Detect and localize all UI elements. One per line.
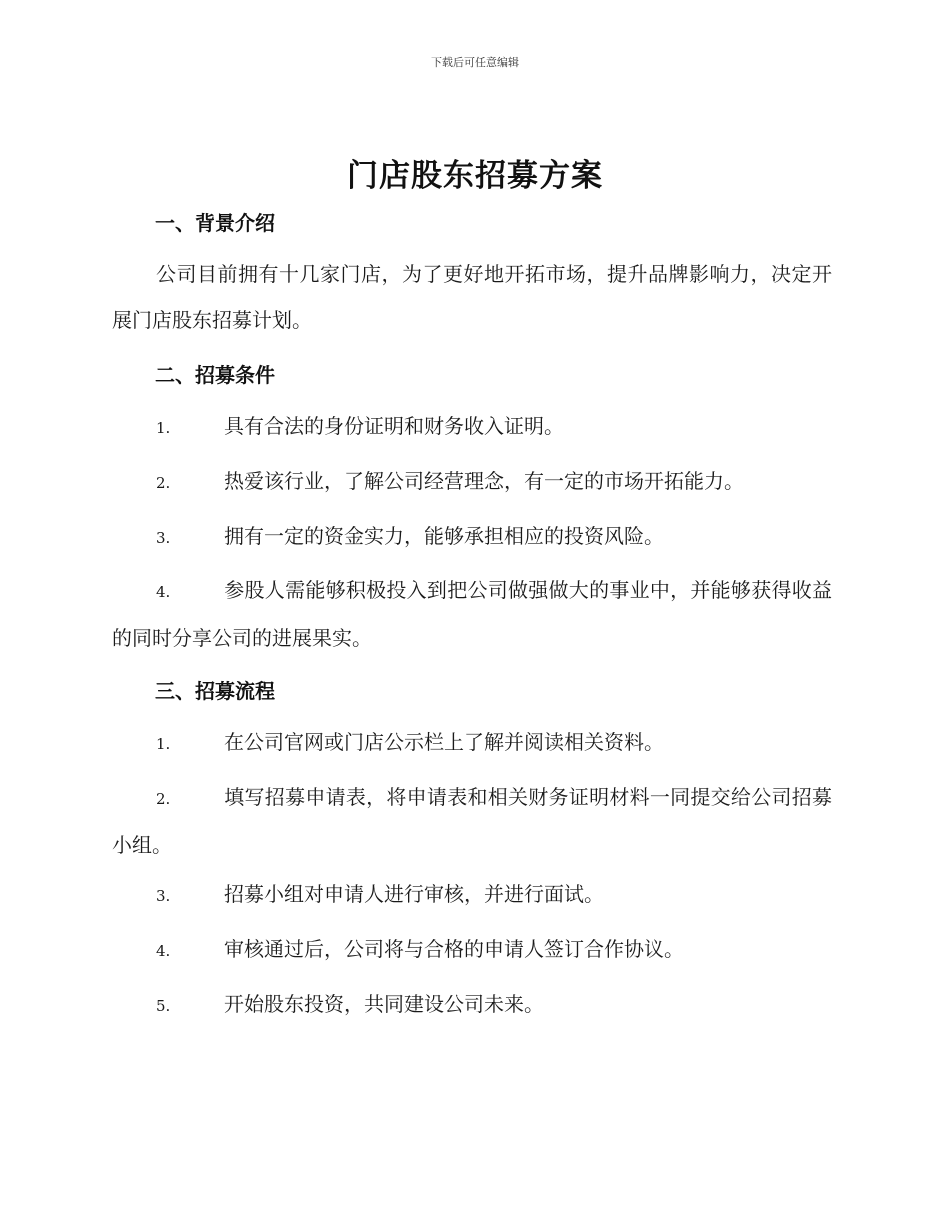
list-item [112, 403, 832, 451]
list-item [112, 981, 832, 1029]
list-item-number: 5. [156, 997, 171, 1015]
list-item [112, 567, 832, 661]
list-item [112, 458, 832, 506]
list-item [112, 513, 832, 561]
list-item-number: 1. [156, 419, 171, 437]
list-item-number: 4. [156, 942, 171, 960]
list-item-text: 拥有一定的资金实力，能够承担相应的投资风险。 [224, 524, 664, 548]
list-item-text: 在公司官网或门店公示栏上了解并阅读相关资料。 [224, 730, 664, 754]
list-item-text: 参股人需能够积极投入到把公司做强做大的事业中，并能够获得收益的同时分享公司的进展果实。 [112, 578, 832, 650]
section-heading-background: 一、背景介绍 [155, 211, 275, 235]
list-item-number: 2. [156, 790, 171, 808]
list-item-number: 3. [156, 887, 171, 905]
list-item [112, 926, 832, 974]
list-item-number: 1. [156, 735, 171, 753]
list-item-number: 4. [156, 583, 171, 601]
list-item [112, 871, 832, 919]
section-heading-process: 三、招募流程 [155, 679, 275, 703]
list-item-text: 招募小组对申请人进行审核，并进行面试。 [224, 882, 604, 906]
list-item-text: 热爱该行业，了解公司经营理念，有一定的市场开拓能力。 [224, 469, 744, 493]
list-item-text: 开始股东投资，共同建设公司未来。 [224, 992, 544, 1016]
page-header: 下载后可任意编辑 [431, 56, 519, 69]
list-item-text: 填写招募申请表，将申请表和相关财务证明材料一同提交给公司招募小组。 [112, 785, 832, 857]
list-item-number: 2. [156, 474, 171, 492]
document-title: 门店股东招募方案 [347, 158, 603, 194]
section-heading-conditions: 二、招募条件 [155, 363, 275, 387]
list-item [112, 774, 832, 868]
list-item [112, 719, 832, 767]
section-paragraph-background: 公司目前拥有十几家门店，为了更好地开拓市场，提升品牌影响力，决定开展门店股东招募计划。 [112, 262, 832, 332]
list-item-number: 3. [156, 529, 171, 547]
list-item-text: 审核通过后，公司将与合格的申请人签订合作协议。 [224, 937, 684, 961]
list-item-text: 具有合法的身份证明和财务收入证明。 [224, 414, 564, 438]
